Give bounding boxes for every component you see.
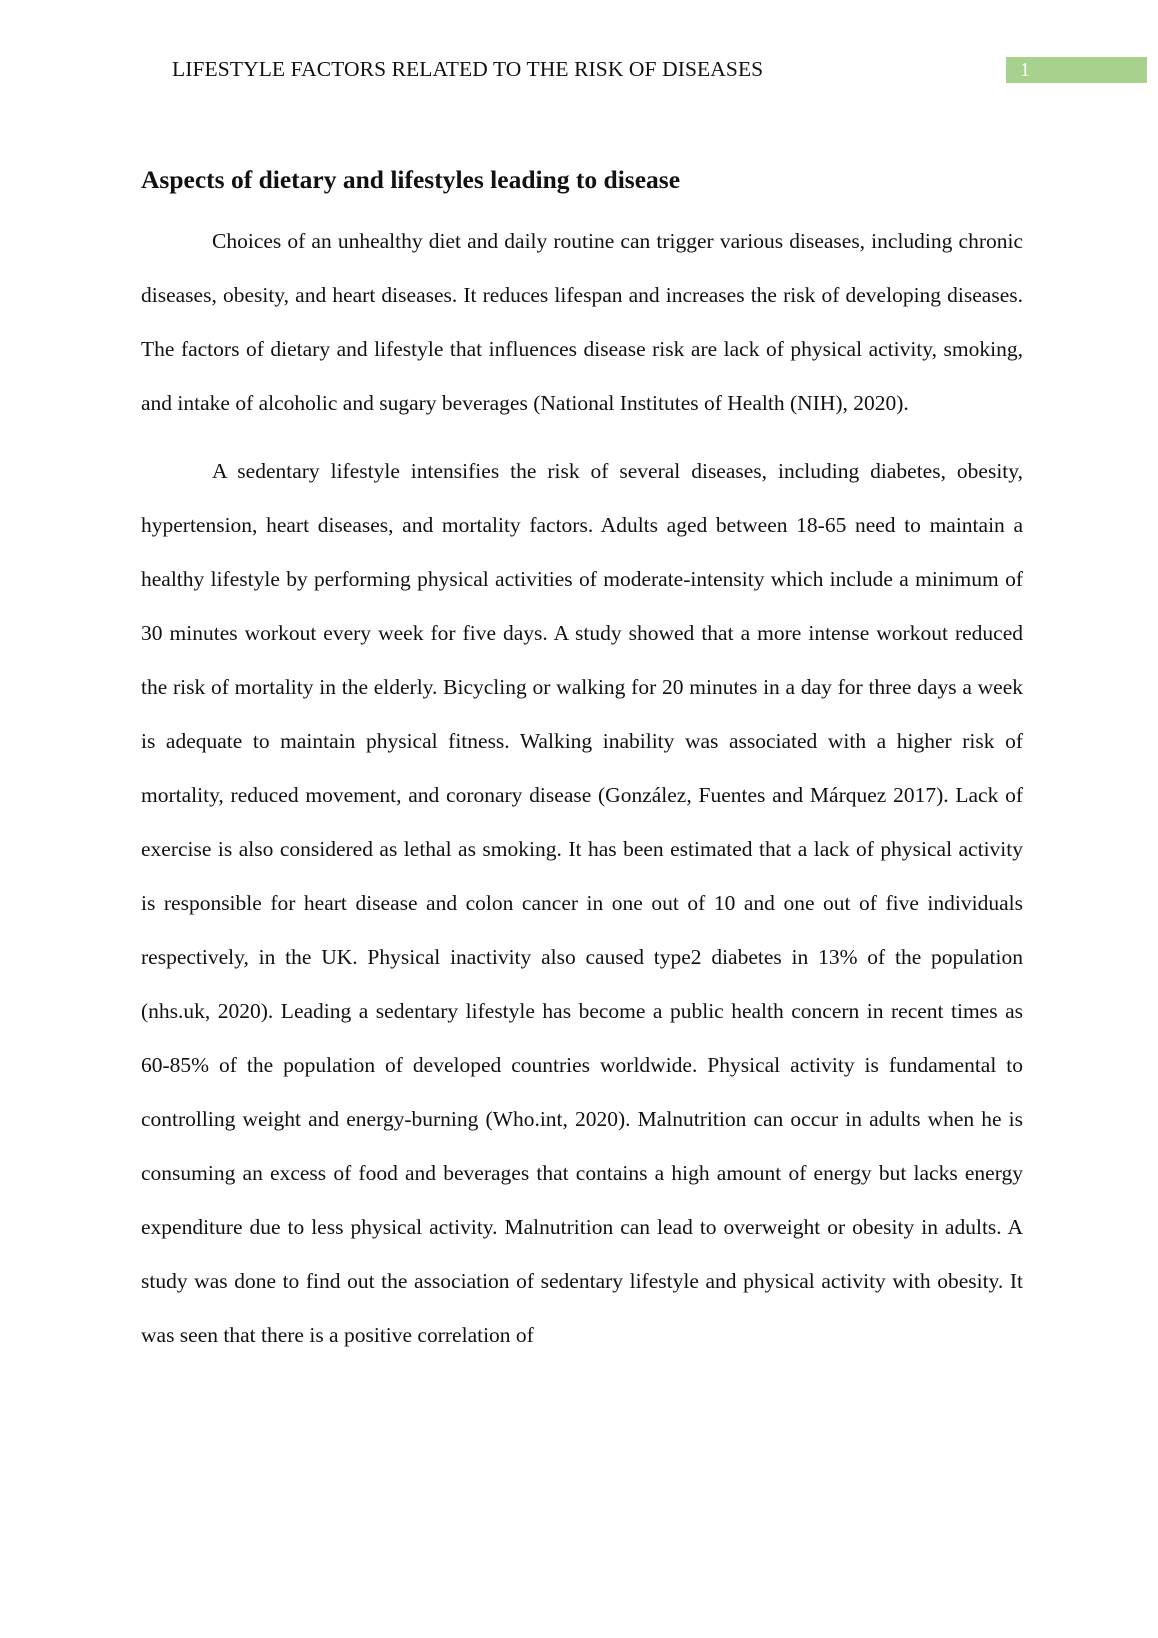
section-heading: Aspects of dietary and lifestyles leading to disease: [141, 165, 681, 194]
running-head: LIFESTYLE FACTORS RELATED TO THE RISK OF DISEASES: [172, 57, 764, 81]
paragraph-sedentary-lifestyle: A sedentary lifestyle intensifies the risk of several diseases, including diabetes, obesity, hypertension, heart diseases, and mortality factors. Adults aged between 18-65 need to maintain a healthy lifestyle by performing physical activities of moderate-intensity which include a minimum of 30 minutes workout every week for five days. A study showed that a more intense workout reduced the risk of mortality in the elderly. Bicycling or walking for 20 minutes in a day for three days a week is adequate to maintain physical fitness. Walking inability was associated with a higher risk of mortality, reduced movement, and coronary disease (González, Fuentes and Márquez 2017). Lack of exercise is also considered as lethal as smoking. It has been estimated that a lack of physical activity is responsible for heart disease and colon cancer in one out of 10 and one out of five individuals respectively, in the UK. Physical inactivity also caused type2 diabetes in 13% of the population (nhs.uk, 2020). Leading a sedentary lifestyle has become a public health concern in recent times as 60-85% of the population of developed countries worldwide. Physical activity is fundamental to controlling weight and energy-burning (Who.int, 2020). Malnutrition can occur in adults when he is consuming an excess of food and beverages that contains a high amount of energy but lacks energy expenditure due to less physical activity. Malnutrition can lead to overweight or obesity in adults. A study was done to find out the association of sedentary lifestyle and physical activity with obesity. It was seen that there is a positive correlation of: [141, 459, 1023, 1347]
page-number: 1: [1020, 59, 1030, 81]
paragraph-diet-choices: Choices of an unhealthy diet and daily routine can trigger various diseases, including chronic diseases, obesity, and heart diseases. It reduces lifespan and increases the risk of developing diseases. The factors of dietary and lifestyle that influences disease risk are lack of physical activity, smoking, and intake of alcoholic and sugary beverages (National Institutes of Health (NIH), 2020).: [141, 229, 1023, 415]
page-number-box: [1006, 57, 1147, 83]
document-body: [141, 160, 1023, 1376]
